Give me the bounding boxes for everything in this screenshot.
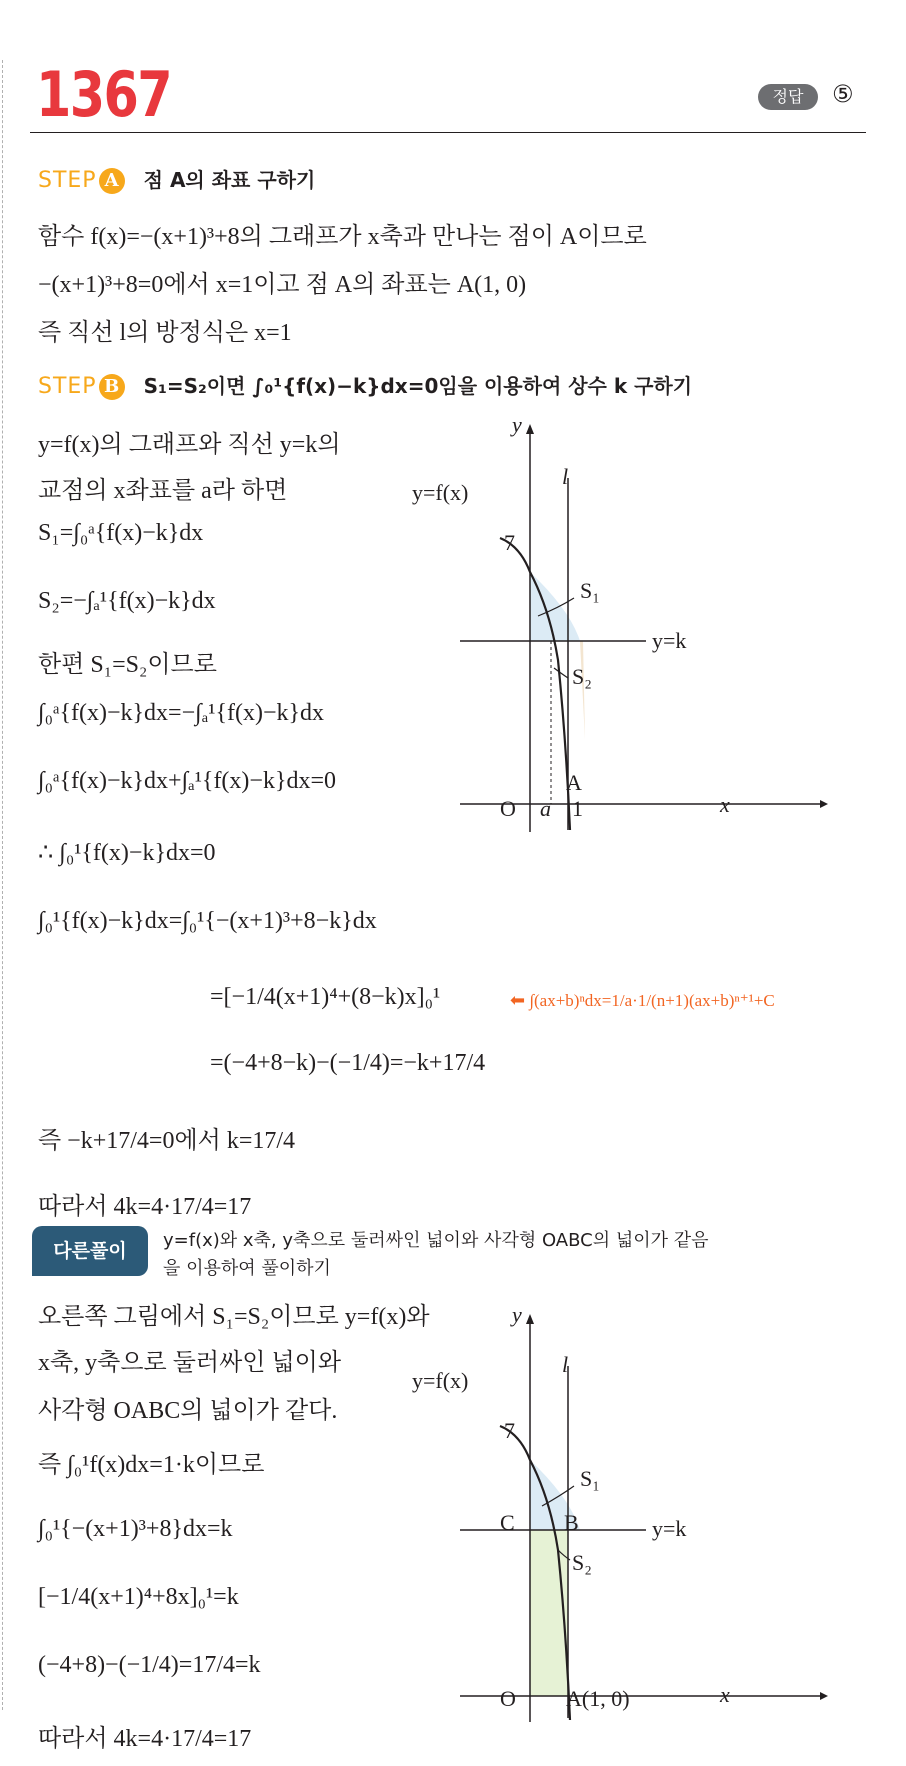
alt-line-5: ∫₀¹{−(x+1)³+8}dx=k [38,1516,233,1542]
step-b-title: S₁=S₂이면 ∫₀¹{f(x)−k}dx=0임을 이용하여 상수 k 구하기 [143,374,693,398]
g1-s2-label: S₂ [572,664,592,689]
alt-line-2: x축, y축으로 둘러싸인 넓이와 [38,1350,342,1376]
g1-x-axis-label: x [720,792,730,817]
g2-point-c-label: C [500,1510,515,1535]
step-b-line-7: ∫₀ᵃ{f(x)−k}dx+∫ₐ¹{f(x)−k}dx=0 [38,768,337,794]
g2-y-axis-label: y [512,1302,522,1327]
g2-s2-label: S₂ [572,1550,592,1575]
step-b-line-5: 한편 S₁=S₂이므로 [38,652,217,678]
step-b-line-9: ∫₀¹{f(x)−k}dx=∫₀¹{−(x+1)³+8−k}dx [38,908,377,934]
alt-line-8: 따라서 4k=4·17/4=17 [38,1726,252,1752]
step-b-letter: B [99,374,125,400]
answer-badge: 정답 [758,84,818,110]
rect-oabc [530,1530,568,1696]
step-b-line-2: 교점의 x좌표를 a라 하면 [38,478,288,504]
formula-hint-text: ∫(ax+b)ⁿdx=1/a·1/(n+1)(ax+b)ⁿ⁺¹+C [529,991,775,1010]
g1-point-a-label: A [566,770,582,795]
step-b-line-3: S₁=∫₀ᵃ{f(x)−k}dx [38,520,204,546]
s2-region [580,641,585,740]
x-axis-arrow [820,1692,828,1700]
g1-a-label: a [540,796,551,821]
s1-region [530,572,580,641]
x-axis-arrow [820,800,828,808]
g1-line-l-label: l [562,464,569,489]
g1-origin-label: O [500,796,516,821]
step-a-line-1: 함수 f(x)=−(x+1)³+8의 그래프가 x축과 만나는 점이 A이므로 [38,224,647,250]
g1-seven-label: 7 [504,530,515,555]
g2-x-axis-label: x [720,1682,730,1707]
graph-step-b [450,420,830,840]
step-a-line-2: −(x+1)³+8=0에서 x=1이고 점 A의 좌표는 A(1, 0) [38,272,527,298]
curve-f [500,538,570,830]
step-b-line-13: 따라서 4k=4·17/4=17 [38,1194,252,1220]
g2-seven-label: 7 [504,1418,515,1443]
step-b-line-1: y=f(x)의 그래프와 직선 y=k의 [38,432,341,458]
step-b-line-10: =[−1/4(x+1)⁴+(8−k)x]₀¹ [210,984,441,1010]
step-a-line-3: 즉 직선 l의 방정식은 x=1 [38,320,292,346]
g2-point-b-label: B [564,1510,579,1535]
header-divider [30,132,866,133]
s2-pointer [554,668,568,678]
step-a-letter: A [99,168,125,194]
step-a-label: STEP [38,168,97,193]
problem-number: 1367 [36,58,171,131]
alt-line-4: 즉 ∫₀¹f(x)dx=1·k이므로 [38,1452,265,1478]
alt-solution-badge: 다른풀이 [32,1226,148,1276]
step-b-line-11: =(−4+8−k)−(−1/4)=−k+17/4 [210,1050,486,1076]
alt-desc-line-2: 을 이용하여 풀이하기 [163,1258,331,1279]
y-axis-arrow [526,1314,534,1324]
g1-s1-label: S₁ [580,578,600,603]
g2-s1-label: S₁ [580,1466,600,1491]
g2-point-a-label: A(1, 0) [566,1686,630,1711]
alt-line-7: (−4+8)−(−1/4)=17/4=k [38,1652,261,1678]
g1-one-label: 1 [572,796,583,821]
alt-line-1: 오른쪽 그림에서 S₁=S₂이므로 y=f(x)와 [38,1304,430,1330]
step-b-line-8: ∴ ∫₀¹{f(x)−k}dx=0 [38,840,216,866]
answer-value: ⑤ [832,80,854,108]
g2-origin-label: O [500,1686,516,1711]
g2-curve-label: y=f(x) [412,1368,469,1393]
y-axis-arrow [526,424,534,434]
alt-desc-line-1: y=f(x)와 x축, y축으로 둘러싸인 넓이와 사각형 OABC의 넓이가 같음 [163,1230,709,1251]
alt-line-3: 사각형 OABC의 넓이가 같다. [38,1398,338,1424]
g1-y-axis-label: y [512,412,522,437]
step-b-line-4: S₂=−∫ₐ¹{f(x)−k}dx [38,588,216,614]
g2-line-l-label: l [562,1352,569,1377]
g2-yk-label: y=k [652,1516,687,1541]
g1-yk-label: y=k [652,628,687,653]
step-a-title: 점 A의 좌표 구하기 [143,168,316,192]
formula-hint: ⬅ ∫(ax+b)ⁿdx=1/a·1/(n+1)(ax+b)ⁿ⁺¹+C [510,990,775,1011]
g1-curve-label: y=f(x) [412,480,469,505]
margin-guide [2,60,3,1710]
step-b-line-6: ∫₀ᵃ{f(x)−k}dx=−∫ₐ¹{f(x)−k}dx [38,700,325,726]
step-b-label: STEP [38,374,97,399]
step-b-heading [38,370,692,400]
step-a-heading [38,164,315,194]
alt-line-6: [−1/4(x+1)⁴+8x]₀¹=k [38,1584,239,1610]
step-b-line-12: 즉 −k+17/4=0에서 k=17/4 [38,1128,296,1154]
